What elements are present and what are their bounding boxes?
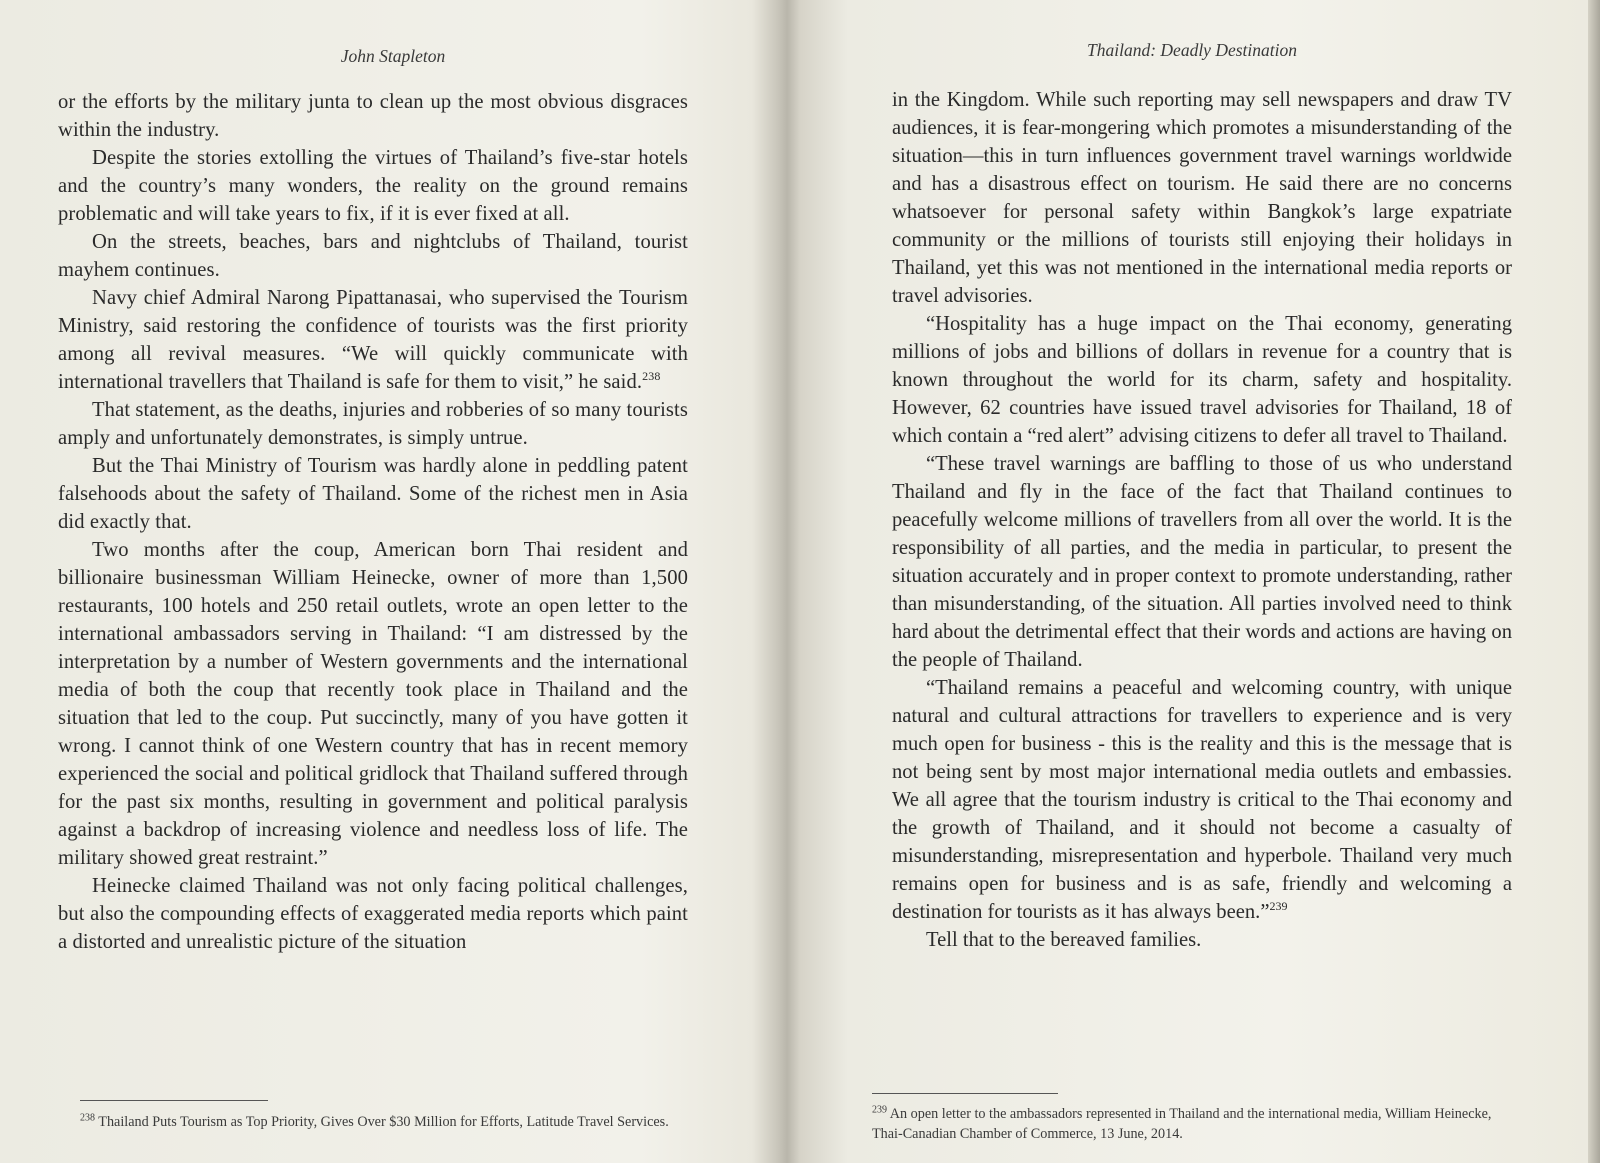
left-page-body [58, 88, 688, 956]
footnote-divider [80, 1100, 268, 1101]
paragraph-text: Navy chief Admiral Narong Pipattanasai, who supervised the Tourism Ministry, said restoring the confidence of tourists was the first priority among all revival measures. “We will quickly communicate with international travellers that Thailand is safe for them to visit,” he said. [58, 287, 688, 393]
paragraph [892, 674, 1512, 926]
paragraph: That statement, as the deaths, injuries and robberies of so many tourists amply and unfortunately demonstrates, is simply untrue. [58, 399, 688, 449]
paragraph: Tell that to the bereaved families. [926, 929, 1202, 951]
footnote-divider [872, 1093, 1058, 1094]
footnote-text: Thailand Puts Tourism as Top Priority, Gives Over $30 Million for Efforts, Latitude Travel Services. [98, 1114, 669, 1130]
paragraph: or the efforts by the military junta to clean up the most obvious disgraces within the industry. [58, 91, 688, 141]
paragraph: Heinecke claimed Thailand was not only facing political challenges, but also the compounding effects of exaggerated media reports which paint a distorted and unrealistic picture of the situation [58, 875, 688, 953]
page-edge [1588, 0, 1600, 1163]
footnote-text: An open letter to the ambassadors represented in Thailand and the international media, William Heinecke, Thai-Canadian Chamber of Commerce, 13 June, 2014. [872, 1106, 1492, 1142]
footnote [80, 1112, 690, 1132]
footnote-reference: 239 [1269, 899, 1288, 914]
footnote [872, 1104, 1512, 1144]
footnote-number: 238 [80, 1112, 95, 1124]
paragraph: “These travel warnings are baffling to those of us who understand Thailand and fly in the face of the fact that Thailand continues to peacefully welcome millions of travellers from all over the world. It is the responsibility of all parties, and the media in particular, to present the situation accurately and in proper context to promote understanding, rather than misunderstanding, of the situation. All parties involved need to think hard about the detrimental effect that their words and actions are having on the people of Thailand. [892, 453, 1512, 671]
paragraph: in the Kingdom. While such reporting may sell newspapers and draw TV audiences, it is fear-mongering which promotes a misunderstanding of the situation—this in turn influences government travel warnings worldwide and has a disastrous effect on tourism. He said there are no concerns whatsoever for personal safety within Bangkok’s large expatriate community or the millions of tourists still enjoying their holidays in Thailand, yet this was not mentioned in the international media reports or travel advisories. [892, 89, 1512, 307]
footnote-number: 239 [872, 1104, 887, 1116]
running-head-author: John Stapleton [340, 46, 446, 66]
paragraph [58, 284, 688, 396]
right-page [872, 0, 1512, 1163]
paragraph: “Hospitality has a huge impact on the Thai economy, generating millions of jobs and billions of dollars in revenue for a country that is known throughout the world for its charm, safety and hospitality. However, 62 countries have issued travel advisories for Thailand, 18 of which contain a “red alert” advising citizens to defer all travel to Thailand. [892, 313, 1512, 447]
paragraph: On the streets, beaches, bars and nightclubs of Thailand, tourist mayhem continues. [58, 231, 688, 281]
paragraph: Despite the stories extolling the virtues of Thailand’s five-star hotels and the country’s many wonders, the reality on the ground remains problematic and will take years to fix, if it is ever fixed at all. [58, 147, 688, 225]
paragraph-text: “Thailand remains a peaceful and welcoming country, with unique natural and cultural attractions for travellers to experience and is very much open for business - this is the reality and this is the message that is not being sent by most major international media outlets and embassies. We all agree that the tourism industry is critical to the Thai economy and the growth of Thailand, and it should not become a casualty of misunderstanding, misrepresentation and hyperbole. Thailand very much remains open for business and is as safe, friendly and welcoming a destination for tourists as it has always been.” [892, 677, 1512, 923]
right-page-body [892, 86, 1512, 954]
paragraph: But the Thai Ministry of Tourism was hardly alone in peddling patent falsehoods about the safety of Thailand. Some of the richest men in Asia did exactly that. [58, 455, 688, 533]
left-page [58, 0, 688, 1163]
running-head-title: Thailand: Deadly Destination [1087, 40, 1297, 60]
footnote-reference: 238 [642, 369, 661, 384]
paragraph: Two months after the coup, American born Thai resident and billionaire businessman William Heinecke, owner of more than 1,500 restaurants, 100 hotels and 250 retail outlets, wrote an open letter to the international ambassadors serving in Thailand: “I am distressed by the interpretation by a number of Western governments and the international media of both the coup that recently took place in Thailand and the situation that led to the coup. Put succinctly, many of you have gotten it wrong. I cannot think of one Western country that has in recent memory experienced the social and political gridlock that Thailand suffered through for the past six months, resulting in government and political paralysis against a backdrop of increasing violence and needless loss of life. The military showed great restraint.” [58, 539, 688, 869]
